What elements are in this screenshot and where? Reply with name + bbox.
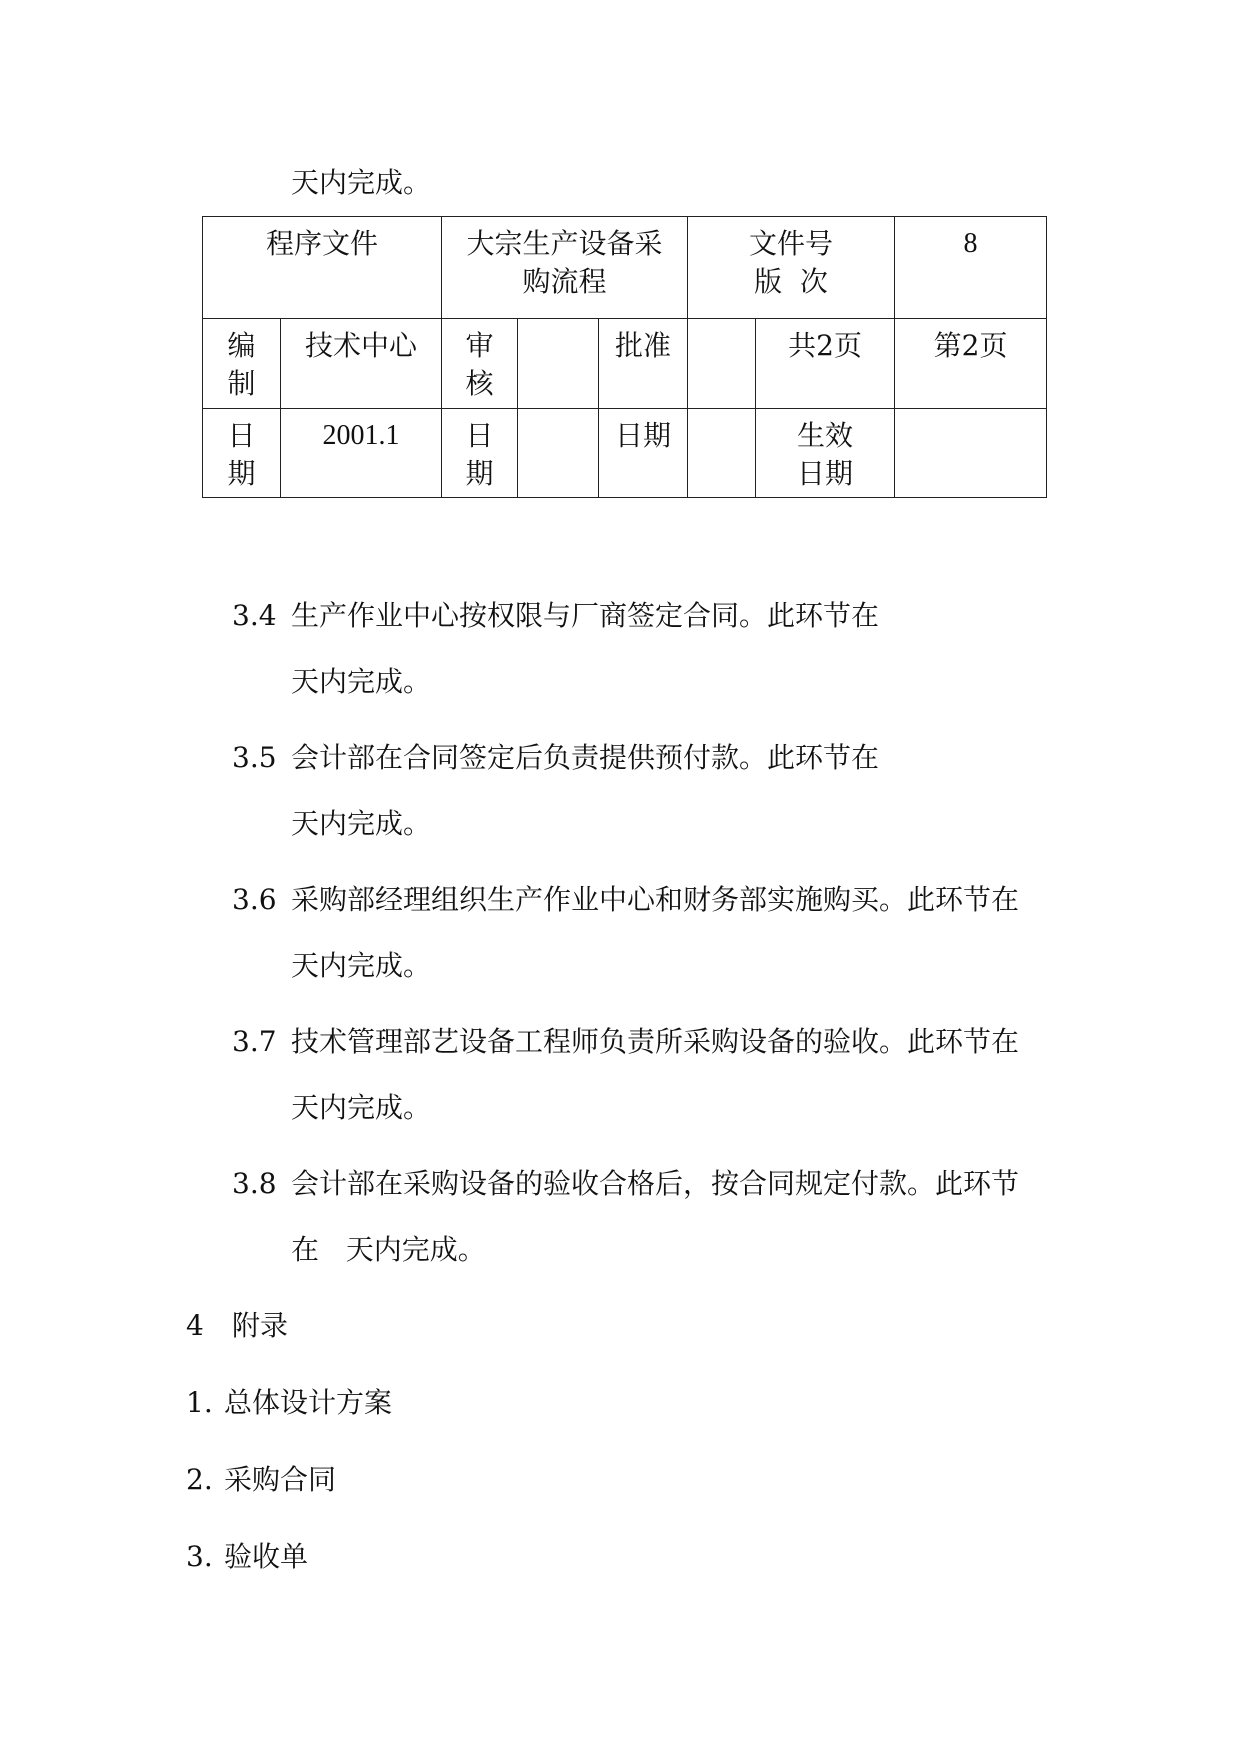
appendix-item-number: 2.	[186, 1463, 213, 1496]
compiled-value-cell: 技术中心	[281, 319, 442, 409]
approve-value-cell	[688, 319, 756, 409]
effective-date-value-cell	[895, 409, 1047, 498]
appendix-item: 总体设计方案	[224, 1386, 393, 1419]
step-number: 3.5	[232, 741, 277, 774]
document-header-table	[202, 216, 1047, 498]
approve-date-value-cell	[688, 409, 756, 498]
step-text-line1: 会计部在合同签定后负责提供预付款。此环节在	[291, 741, 880, 774]
doc-title-cell	[442, 217, 688, 319]
file-version-label-cell	[688, 217, 895, 319]
effective-date-label-cell	[756, 409, 895, 498]
review-value-cell	[518, 319, 599, 409]
step-text-line1: 会计部在采购设备的验收合格后，按合同规定付款。此环节	[291, 1167, 1020, 1200]
version-label: 版 次	[754, 265, 828, 298]
step-text-line2: 天内完成。	[291, 665, 432, 698]
doc-type-cell: 程序文件	[203, 217, 442, 319]
appendix-heading: 附录	[232, 1309, 289, 1342]
approve-date-label-cell: 日期	[599, 409, 688, 498]
total-pages-cell: 共2页	[756, 319, 895, 409]
doc-title: 大宗生产设备采购流程	[466, 227, 663, 298]
appendix-item-number: 3.	[186, 1540, 213, 1573]
step-text-line2: 在 天内完成。	[291, 1233, 486, 1266]
step-text-line1: 技术管理部艺设备工程师负责所采购设备的验收。此环节在	[291, 1025, 1020, 1058]
continuation-text: 天内完成。	[291, 166, 432, 199]
appendix-item-number: 1.	[186, 1386, 213, 1419]
effective-date-label: 生效日期	[797, 419, 854, 490]
step-text-line1: 生产作业中心按权限与厂商签定合同。此环节在	[291, 599, 880, 632]
review-date-label-cell	[442, 409, 518, 498]
review-label-cell	[442, 319, 518, 409]
approve-label-cell: 批准	[599, 319, 688, 409]
review-label: 审核	[465, 329, 494, 400]
step-text-line2: 天内完成。	[291, 1091, 432, 1124]
file-no-label: 文件号	[749, 227, 834, 260]
file-no-value-cell: 8	[895, 217, 1047, 319]
date-value-cell: 2001.1	[281, 409, 442, 498]
appendix-item: 验收单	[224, 1540, 309, 1573]
step-number: 3.7	[232, 1025, 277, 1058]
step-number: 3.6	[232, 883, 277, 916]
page-no-cell: 第2页	[895, 319, 1047, 409]
appendix-item: 采购合同	[224, 1463, 337, 1496]
appendix-heading-number: 4	[186, 1309, 204, 1342]
step-text-line1: 采购部经理组织生产作业中心和财务部实施购买。此环节在	[291, 883, 1020, 916]
step-text-line2: 天内完成。	[291, 949, 432, 982]
compiled-label-cell	[203, 319, 281, 409]
step-text-line2: 天内完成。	[291, 807, 432, 840]
date-label: 日期	[227, 419, 256, 490]
compiled-label: 编制	[227, 329, 256, 400]
step-number: 3.8	[232, 1167, 277, 1200]
date-label-cell	[203, 409, 281, 498]
review-date-value-cell	[518, 409, 599, 498]
step-number: 3.4	[232, 599, 277, 632]
review-date-label: 日期	[465, 419, 494, 490]
